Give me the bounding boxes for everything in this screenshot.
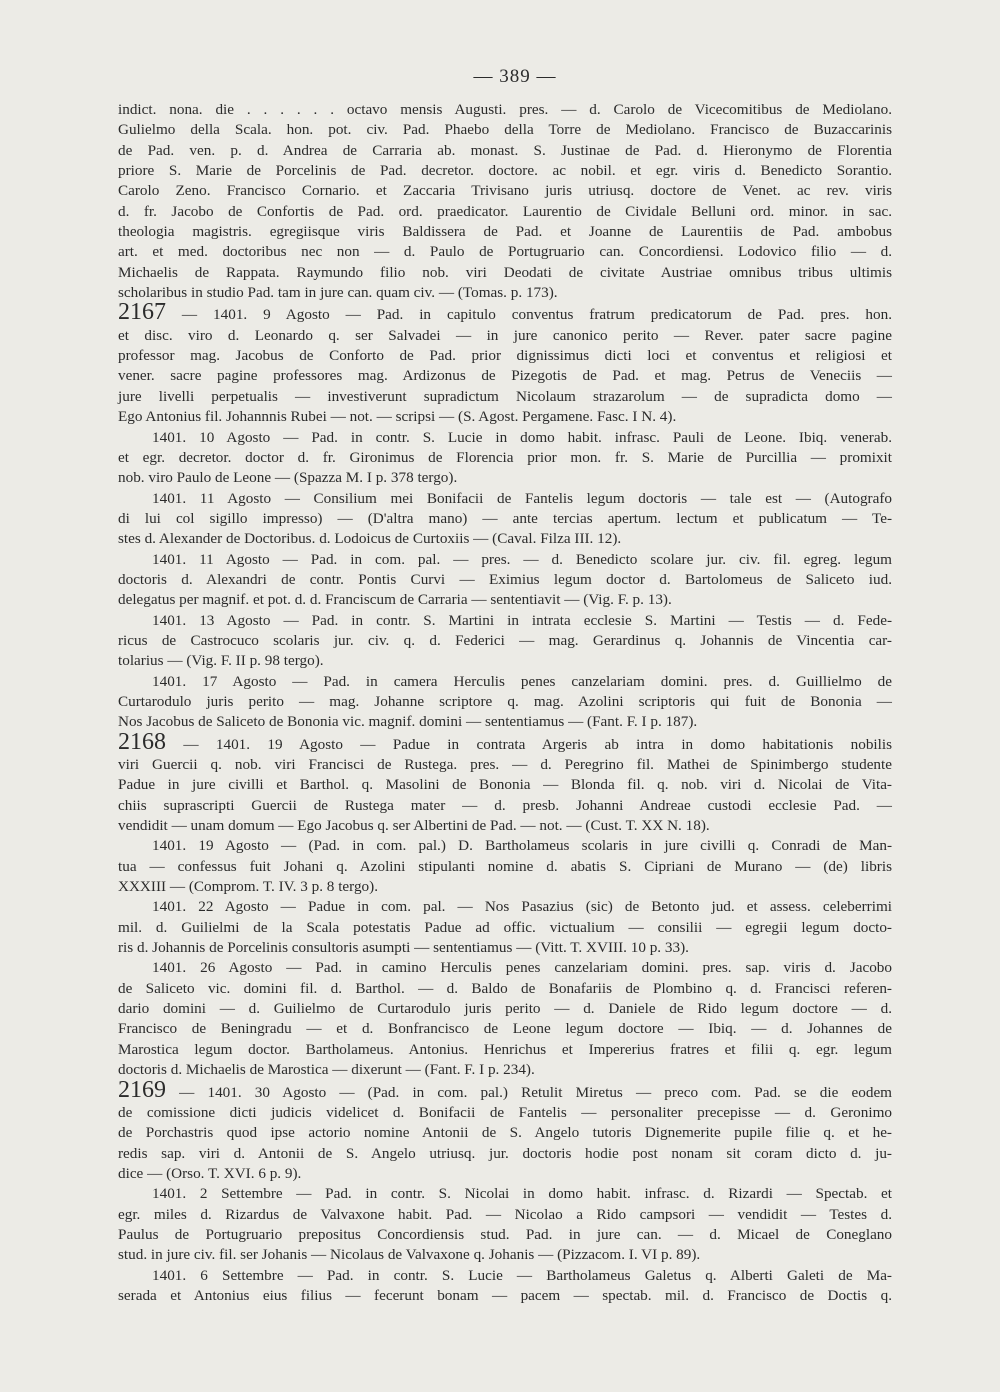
text-line-content: Curtarodulo juris perito — mag. Johanne scriptore q. mag. Azolini scriptoris qui fuit de Bononia — (118, 692, 892, 710)
text-line-content: tua — confessus fuit Johani q. Azolini stipulanti nomine d. abatis S. Cipriani de Murano — (de) libris (118, 857, 892, 875)
text-line-content: 1401. 11 Agosto — Pad. in com. pal. — pres. — d. Benedicto scolare jur. civ. fil. egreg. legum (152, 550, 892, 568)
text-line-content: Padue in jure civilli et Barthol. q. Masolini de Bononia — Blonda fil. q. nob. viri d. Nicolai de Vita- (118, 776, 892, 794)
text-line (118, 1245, 892, 1265)
text-line (118, 836, 892, 856)
text-line-content: 1401. 17 Agosto — Pad. in camera Herculis penes canzelariam domini. pres. d. Guillielmo de (152, 672, 892, 690)
text-line (118, 222, 892, 242)
text-line (118, 100, 892, 120)
text-line (118, 796, 892, 816)
text-line-content: indict. nona. die . . . . . . octavo mensis Augusti. pres. — d. Carolo de Vicecomitibus de Mediolano. (118, 101, 892, 118)
text-line (118, 631, 892, 651)
text-line-content: nob. viro Paulo de Leone — (Spazza M. I p. 378 tergo). (118, 469, 458, 487)
document-number: 2169 (118, 1076, 166, 1103)
text-line-content: art. et med. doctoribus nec non — d. Paulo de Portugruario can. Concordiensi. Lodovico filio — d. (118, 243, 892, 261)
document-number: 2167 (118, 299, 166, 326)
text-line-content: Marostica legum doctor. Bartholameus. Antonius. Henrichus et Impererius fratres et filii q. egr. legum (118, 1040, 892, 1058)
text-line-content: et egr. decretor. doctor d. fr. Gironimus de Florencia prior mon. fr. S. Marie de Purcillia — promixit (118, 448, 892, 466)
text-line-content: vendidit — unam domum — Ego Jacobus q. ser Albertini de Pad. — not. — (Cust. T. XX N. 18). (118, 817, 710, 835)
text-line (118, 877, 892, 897)
text-line-content: 1401. 19 Agosto — (Pad. in com. pal.) D. Bartholameus scolaris in jure civilli q. Conradi de Man- (152, 837, 892, 855)
text-line (118, 120, 892, 140)
text-line-content: tolarius — (Vig. F. II p. 98 tergo). (118, 652, 324, 670)
text-line-content: 1401. 13 Agosto — Pad. in contr. S. Martini in intrata ecclesie S. Martini — Testis — d. Fede- (152, 611, 892, 629)
text-line-content: et disc. viro d. Leonardo q. ser Salvadei — in jure canonico perito — Rever. pater sacre pagine (118, 326, 892, 344)
text-line (118, 651, 892, 671)
text-line (118, 857, 892, 877)
text-line (118, 468, 892, 488)
text-line (118, 1164, 892, 1184)
text-line (118, 550, 892, 570)
text-line-content: dario domini — d. Guilielmo de Curtarodulo juris perito — d. Daniele de Rido legum doctore — d. (118, 1000, 892, 1018)
text-line (118, 181, 892, 201)
text-line-content: 1401. 10 Agosto — Pad. in contr. S. Lucie in domo habit. infrasc. Pauli de Leone. Ibiq. venerab. (152, 428, 892, 446)
text-line (118, 692, 892, 712)
text-line (118, 590, 892, 610)
text-line (118, 755, 892, 775)
text-line (118, 1076, 892, 1103)
text-line-content: Gulielmo della Scala. hon. pot. civ. Pad. Phaebo della Torre de Mediolano. Francisco de Buzaccarinis (118, 121, 892, 139)
text-line (118, 570, 892, 590)
text-line (118, 712, 892, 732)
text-line (118, 283, 892, 303)
text-line-content: 1401. 26 Agosto — Pad. in camino Herculis penes canzelariam domini. pres. sap. viris d. Jacobo (152, 959, 892, 977)
text-line (118, 775, 892, 795)
text-line (118, 1225, 892, 1245)
text-line (118, 141, 892, 161)
text-line-content: doctoris d. Michaelis de Marostica — dixerunt — (Fant. F. I p. 234). (118, 1061, 535, 1079)
text-line-content: serada et Antonius eius filius — fecerunt bonam — pacem — spectab. mil. d. Francisco de Doctis q. (118, 1286, 892, 1304)
text-line (118, 387, 892, 407)
text-line-content: de Saliceto vic. domini fil. d. Barthol. — d. Baldo de Bonafariis de Plombino q. d. Francisci referen- (118, 979, 892, 997)
text-line-content: 1401. 6 Settembre — Pad. in contr. S. Lucie — Bartholameus Galetus q. Alberti Galeti de Ma- (152, 1266, 892, 1284)
body-text (118, 100, 892, 1306)
text-line-content: 1401. 2 Settembre — Pad. in contr. S. Nicolai in domo habit. infrasc. d. Rizardi — Spectab. et (152, 1185, 892, 1203)
text-line-content: de comissione dicti judicis videlicet d. Bonifacii de Fantelis — personaliter precepisse — d. Geronimo (118, 1103, 892, 1121)
text-line-content: Francisco de Beningradu — et d. Bonfrancisco de Leone legum doctore — Ibiq. — d. Johannes de (118, 1020, 892, 1038)
text-line-content: — 1401. 30 Agosto — (Pad. in com. pal.) Retulit Miretus — preco com. Pad. se die eodem (166, 1083, 892, 1101)
text-line-content: jure livelli perpetualis — investiverunt supradictum Nicolaum strazarolum — de supradicta domo — (118, 387, 892, 405)
text-line (118, 366, 892, 386)
document-number: 2168 (118, 728, 166, 755)
text-line-content: d. fr. Jacobo de Confortis de Pad. ord. praedicator. Laurentio de Cividale Belluni ord. minor. in sac. (118, 202, 892, 220)
text-line-content: egr. miles d. Rizardus de Valvaxone habit. Pad. — Nicolao a Rido campsori — vendidit — Testes d. (118, 1205, 892, 1223)
text-line-content: Paulus de Portugruario prepositus Concordiensis stud. Pad. in jure can. — d. Micael de Coneglano (118, 1225, 892, 1243)
text-line-content: priore S. Marie de Porcelinis de Pad. decretor. doctore. ac nobil. et egr. viris d. Benedicto Sorantio. (118, 162, 892, 180)
text-line (118, 326, 892, 346)
text-line-content: stud. in jure civ. fil. ser Johanis — Nicolaus de Valvaxone q. Johanis — (Pizzacom. I. VI p. 89). (118, 1246, 701, 1264)
text-line (118, 1286, 892, 1306)
text-line (118, 1205, 892, 1225)
text-line (118, 489, 892, 509)
text-line-content: stes d. Alexander de Doctoribus. d. Lodoicus de Curtoxiis — (Caval. Filza III. 12). (118, 530, 622, 548)
text-line (118, 958, 892, 978)
text-line-content: Carolo Zeno. Francisco Cornario. et Zaccaria Trivisano juris utriusq. doctore de Venet. ac rev. viris (118, 182, 892, 200)
text-line-content: ris d. Johannis de Porcelinis consultoris asumpti — sententiamus — (Vitt. T. XVIII. 10 p. 33). (118, 939, 689, 957)
text-line-content: dice — (Orso. T. XVI. 6 p. 9). (118, 1164, 302, 1182)
text-line-content: — 1401. 19 Agosto — Padue in contrata Argeris ab intra in domo habitationis nobilis (166, 735, 892, 753)
text-line (118, 1019, 892, 1039)
text-line-content: Michaelis de Rappata. Raymundo filio nob. viri Deodati de civitate Austriae omnibus tribus ultimis (118, 263, 892, 281)
text-line (118, 611, 892, 631)
text-line (118, 242, 892, 262)
text-line (118, 509, 892, 529)
text-line (118, 1060, 892, 1080)
text-line (118, 1123, 892, 1143)
text-line-content: scholaribus in studio Pad. tam in jure can. quam civ. — (Tomas. p. 173). (118, 284, 558, 302)
text-line-content: 1401. 11 Agosto — Consilium mei Bonifacii de Fantelis legum doctoris — tale est — (Autografo (152, 489, 892, 507)
text-line (118, 979, 892, 999)
text-line-content: Ego Antonius fil. Johannnis Rubei — not. — scripsi — (S. Agost. Pergamene. Fasc. I N. 4). (118, 408, 677, 426)
page-number: — 389 — (473, 66, 557, 87)
text-line (118, 428, 892, 448)
text-line-content: ricus de Castrocuco scolaris jur. civ. q. d. Federici — mag. Gerardinus q. Johannis de Vincentia car- (118, 631, 892, 649)
text-line (118, 529, 892, 549)
text-line (118, 999, 892, 1019)
text-line-content: 1401. 22 Agosto — Padue in com. pal. — Nos Pasazius (sic) de Betonto jud. et assess. celeberrimi (152, 898, 892, 916)
text-line (118, 448, 892, 468)
text-line-content: de Porchastris quod ipse actorio nomine Antonii de S. Angelo tutoris Dignemerite pupile filie q. et he- (118, 1124, 892, 1142)
text-line (118, 299, 892, 326)
text-line-content: vener. sacre pagine professores mag. Ardizonus de Pizegotis de Pad. et mag. Petrus de Veneciis — (118, 367, 892, 385)
text-line-content: de Pad. ven. p. d. Andrea de Carraria ab. monast. S. Justinae de Pad. d. Hieronymo de Florentia (118, 141, 892, 159)
text-line-content: chiis suprascripti Guercii de Rustega mater — d. presb. Johanni Andreae custodi ecclesie Pad. — (118, 796, 892, 814)
text-line-content: theologia magistris. egregiisque viris Baldissera de Pad. et Joanne de Laurentiis de Pad. ambobus (118, 223, 892, 241)
text-line-content: di lui col sigillo impresso) — (D'altra mano) — ante tercias apertum. lectum et publicatum — Te- (118, 509, 892, 527)
text-line (118, 918, 892, 938)
text-line-content: XXXIII — (Comprom. T. IV. 3 p. 8 tergo). (118, 878, 378, 896)
text-line-content: redis sap. viri d. Antonii de S. Angelo utriusq. jur. doctoris hodie post nonam sit coram dicto d. ju- (118, 1144, 892, 1162)
text-line (118, 672, 892, 692)
text-line-content: professor mag. Jacobus de Conforto de Pad. prior dignissimus dicti loci et conventus et religiosi et (118, 347, 892, 365)
text-line-content: delegatus per magnif. et pot. d. d. Franciscum de Carraria — sententiavit — (Vig. F. p. 13). (118, 591, 672, 609)
text-line-content: — 1401. 9 Agosto — Pad. in capitulo conventus fratrum predicatorum de Pad. pres. hon. (166, 306, 892, 324)
text-line (118, 202, 892, 222)
text-line-content: mil. d. Guilielmi de la Scala potestatis Padue ad offic. victualium — consilii — egregii legum docto- (118, 918, 892, 936)
text-line (118, 816, 892, 836)
text-line-content: Nos Jacobus de Saliceto de Bononia vic. magnif. domini — sententiamus — (Fant. F. I p. 187). (118, 713, 698, 731)
text-line-content: viri Guercii q. nob. viri Francisci de Rustega. pres. — d. Peregrino fil. Mathei de Spinimbergo studente (118, 756, 892, 773)
text-line (118, 938, 892, 958)
text-line (118, 1184, 892, 1204)
text-line (118, 897, 892, 917)
text-line (118, 161, 892, 181)
text-line (118, 728, 892, 755)
text-line (118, 1266, 892, 1286)
text-line (118, 1040, 892, 1060)
text-line (118, 1144, 892, 1164)
text-line-content: doctoris d. Alexandri de contr. Pontis Curvi — Eximius legum doctor d. Bartolomeus de Saliceto iud. (118, 570, 892, 588)
text-line (118, 407, 892, 427)
text-line (118, 1103, 892, 1123)
text-line (118, 263, 892, 283)
text-line (118, 346, 892, 366)
